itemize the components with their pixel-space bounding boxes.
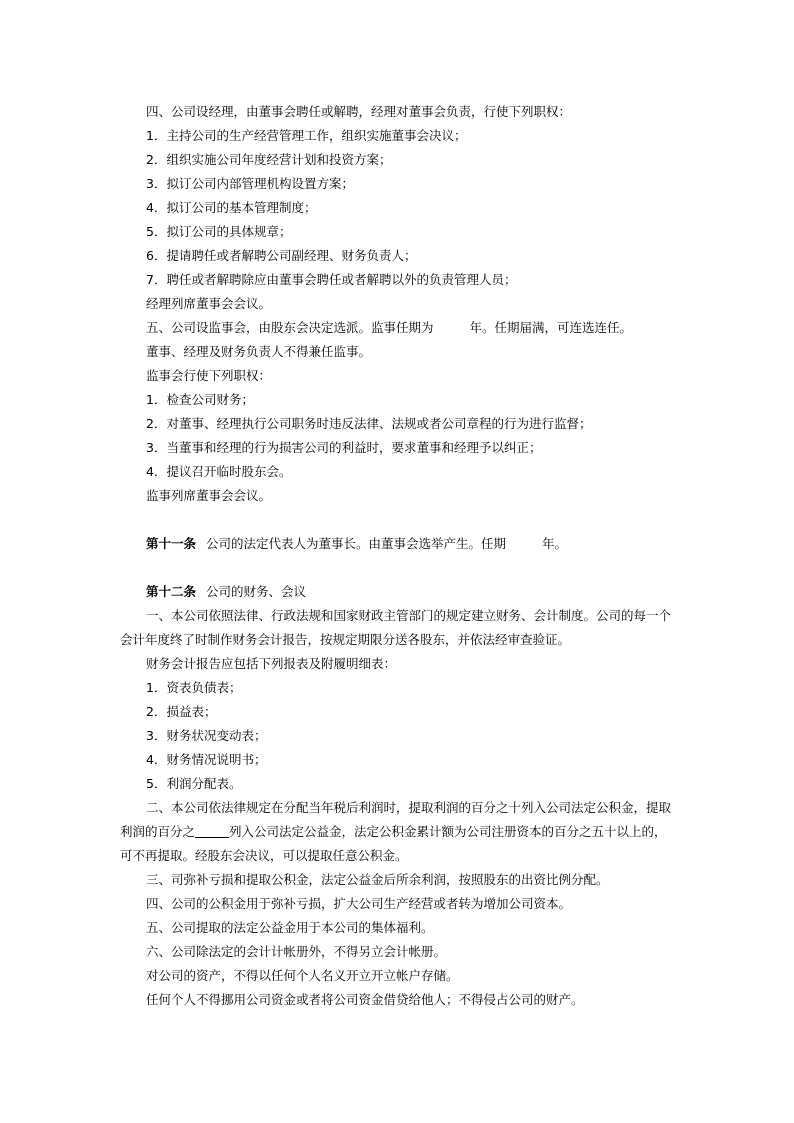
sec5-note: 监事列席董事会会议。: [146, 488, 272, 503]
article-11-number: 第十一条: [146, 536, 197, 551]
report-item-5: 5．利润分配表。: [146, 776, 242, 791]
sec4-item-1: 1．主持公司的生产经营管理工作，组织实施董事会决议；: [146, 128, 467, 143]
article-12-paragraph-1: 一、本公司依照法律、行政法规和国家财政主管部门的规定建立财务、会计制度。公司的每一个会计年度终了时制作财务会计报告，按规定期限分送各股东，并依法经审查验证。: [120, 608, 672, 647]
article-12-number: 第十二条: [146, 584, 197, 599]
article-12-paragraph-6: 五、公司提取的法定公益金用于本公司的集体福利。: [146, 920, 434, 935]
article-12-paragraph-9: 任何个人不得挪用公司资金或者将公司资金借贷给他人；不得侵占公司的财产。: [146, 992, 584, 1007]
document-body: [120, 100, 675, 1012]
sec5-heading-b: 年。任期届满，可连选连任。: [469, 320, 633, 335]
sec4-item-3: 3．拟订公司内部管理机构设置方案；: [146, 176, 354, 191]
report-item-1: 1．资表负债表；: [146, 680, 242, 695]
article-11: [120, 532, 675, 556]
sec5-item-2: 2．对董事、经理执行公司职务时违反法律、法规或者公司章程的行为进行监督；: [146, 416, 592, 431]
paragraph-3-part-b: 列入公司法定公益金，法定公积金累计额为公司注册资本的百分之五十以上的，可不再提取。经股东会决议，可以提取任意公积金。: [120, 824, 667, 863]
paragraph-3-part-a: 二、本公司依法律规定在分配当年税后利润时，提取利润的百分之十列入公司法定公积金，提取利润的百分之: [120, 800, 672, 839]
sec5-heading: [120, 316, 675, 340]
sec4-item-6: 6．提请聘任或者解聘公司副经理、财务负责人；: [146, 248, 417, 263]
article-12-paragraph-2: 财务会计报告应包括下列报表及附履明细表：: [146, 656, 397, 671]
sec5-item-3: 3．当董事和经理的行为损害公司的利益时，要求董事和经理予以纠正；: [146, 440, 542, 455]
sec5-item-4: 4．提议召开临时股东会。: [146, 464, 292, 479]
sec4-item-4: 4．拟订公司的基本管理制度；: [146, 200, 317, 215]
report-item-3: 3．财务状况变动表；: [146, 728, 267, 743]
article-12-title: 公司的财务、会议: [206, 584, 307, 599]
spacer: [120, 508, 675, 532]
sec4-item-5: 5．拟订公司的具体规章；: [146, 224, 292, 239]
article-12-heading: [120, 580, 675, 604]
report-item-4: 4．财务情况说明书；: [146, 752, 267, 767]
article-12-paragraph-4: 三、司弥补亏损和提取公积金，法定公益金后所余利润，按照股东的出资比例分配。: [146, 872, 609, 887]
sec4-item-2: 2．组织实施公司年度经营计划和投资方案；: [146, 152, 392, 167]
sec5-heading-a: 五、公司设监事会，由股东会决定选派。监事任期为: [146, 320, 434, 335]
article-12-paragraph-8: 对公司的资产，不得以任何个人名义开立开立帐户存储。: [146, 968, 459, 983]
sec5-item-1: 1．检查公司财务；: [146, 392, 254, 407]
article-11-text-b: 年。: [542, 536, 568, 551]
sec5-line-2: 董事、经理及财务负责人不得兼任监事。: [146, 344, 372, 359]
article-12-paragraph-3: [120, 796, 675, 868]
sec4-note: 经理列席董事会会议。: [146, 296, 272, 311]
spacer: [120, 556, 675, 580]
percent-blank: [195, 823, 229, 838]
article-12-paragraph-5: 四、公司的公积金用于弥补亏损，扩大公司生产经营或者转为增加公司资本。: [146, 896, 572, 911]
sec4-heading: 四、公司设经理，由董事会聘任或解聘，经理对董事会负责，行使下列职权：: [146, 104, 572, 119]
report-item-2: 2．损益表；: [146, 704, 217, 719]
article-11-text-a: 公司的法定代表人为董事长。由董事会选举产生。任期: [206, 536, 507, 551]
sec5-line-3: 监事会行使下列职权：: [146, 368, 272, 383]
article-12-paragraph-7: 六、公司除法定的会计计帐册外，不得另立会计帐册。: [146, 944, 447, 959]
sec4-item-7: 7．聘任或者解聘除应由董事会聘任或者解聘以外的负责管理人员；: [146, 272, 517, 287]
